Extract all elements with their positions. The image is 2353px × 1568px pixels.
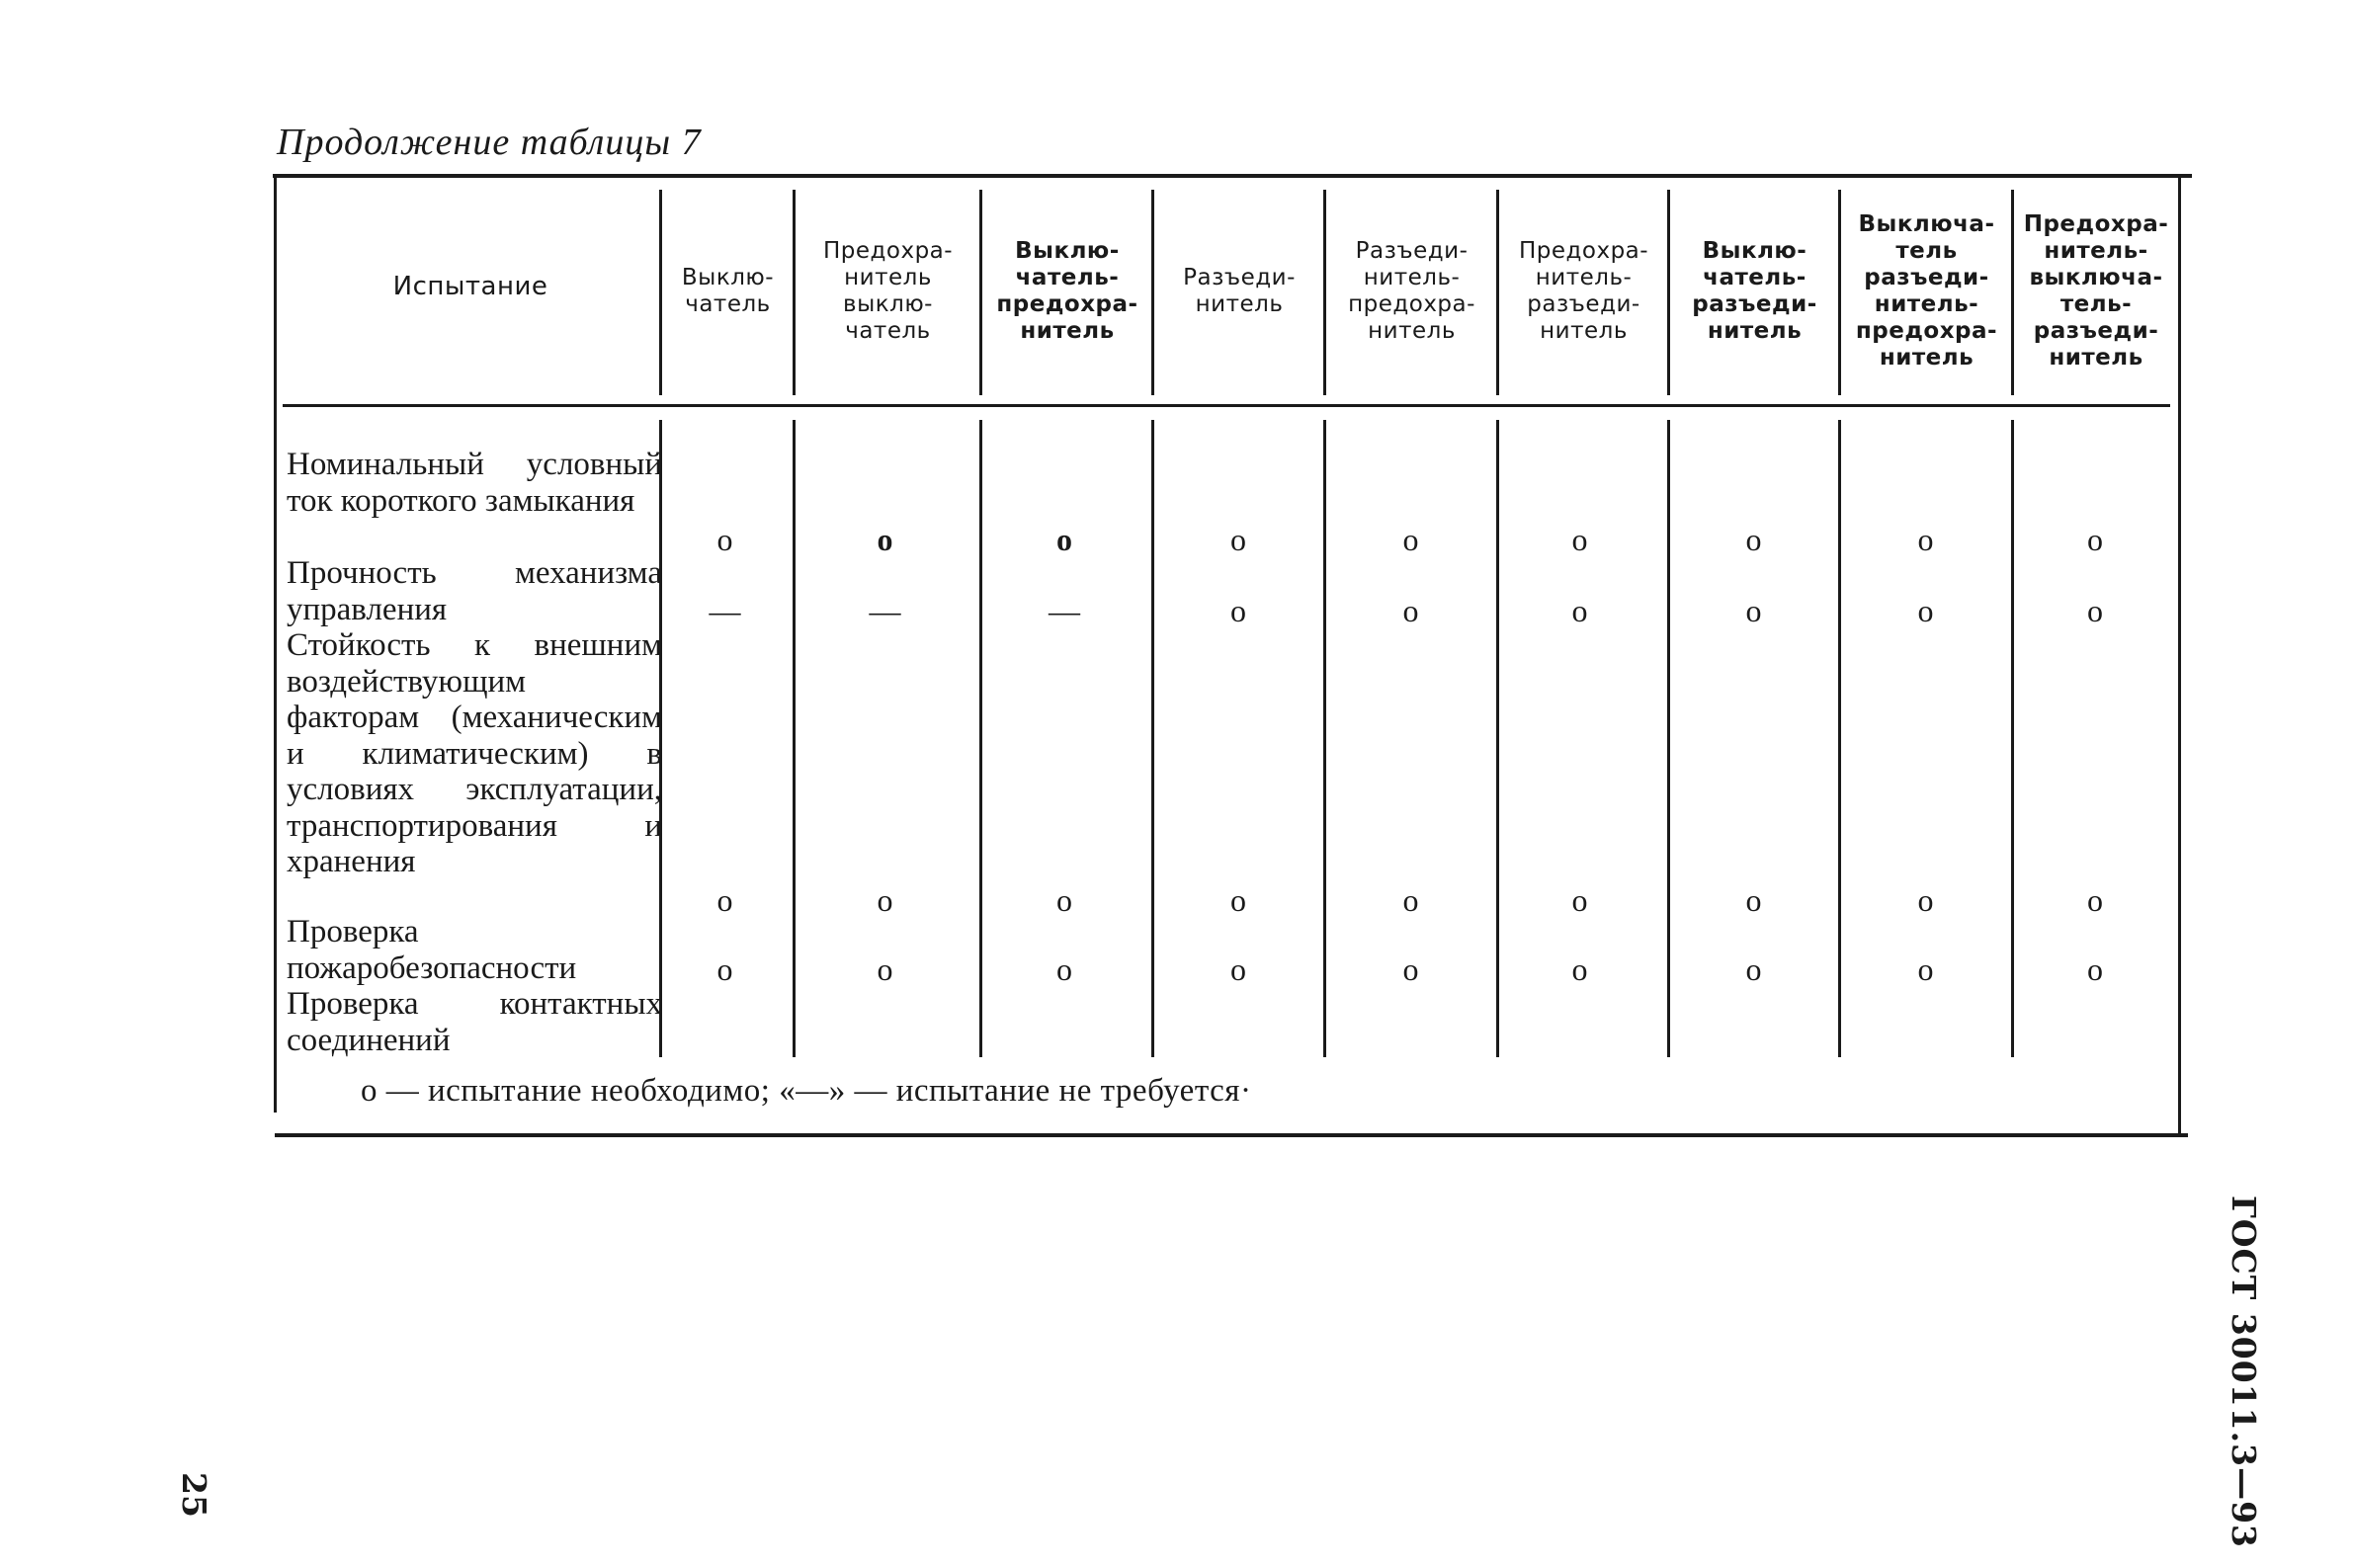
header-column-divider bbox=[1323, 190, 1326, 395]
table-cell: о bbox=[1230, 522, 1246, 557]
table-cell: о bbox=[716, 882, 733, 918]
header-column-8: Выключа- тель разъеди- нитель- предохра- нитель bbox=[1855, 211, 1998, 371]
table-cell: о bbox=[1917, 522, 1934, 557]
header-column-7: Выклю- чатель- разъеди- нитель bbox=[1692, 238, 1817, 344]
header-column-divider bbox=[1151, 190, 1154, 395]
table-cell: о bbox=[877, 882, 893, 918]
header-column-6: Предохра- нитель- разъеди- нитель bbox=[1518, 238, 1649, 344]
body-column-divider bbox=[1151, 420, 1154, 1057]
table-cell: о bbox=[1745, 951, 1762, 987]
header-column-5: Разъеди- нитель- предохра- нитель bbox=[1348, 238, 1475, 344]
table-cell: о bbox=[1917, 951, 1934, 987]
header-column-2: Предохра- нитель выклю- чатель bbox=[822, 238, 954, 344]
table-left-border bbox=[274, 174, 277, 1113]
row-label-mechanism-strength: Прочность механизма управления bbox=[287, 555, 662, 627]
page-number: 25 bbox=[175, 1472, 213, 1518]
table-legend-footnote: о — испытание необходимо; «—» — испытание не требуется· bbox=[361, 1073, 1252, 1109]
header-column-3: Выклю- чатель- предохра- нитель bbox=[996, 238, 1138, 344]
table-cell: — bbox=[1049, 593, 1080, 628]
table-bottom-border bbox=[275, 1133, 2188, 1137]
table-cell: о bbox=[877, 522, 893, 557]
row-label-external-factors: Стойкость к внешним воздействующим факторам (механическим и климатическим) в условиях эксплуатации, транспортирования и хранения bbox=[287, 627, 662, 879]
table-cell: — bbox=[709, 593, 741, 628]
table-top-border bbox=[273, 174, 2192, 178]
table-cell: о bbox=[1402, 522, 1419, 557]
table-cell: о bbox=[1402, 593, 1419, 628]
table-cell: о bbox=[1571, 522, 1588, 557]
header-column-divider bbox=[1667, 190, 1670, 395]
table-cell: о bbox=[1230, 593, 1246, 628]
header-column-divider bbox=[979, 190, 982, 395]
table-cell: — bbox=[869, 593, 901, 628]
document-designation: ГОСТ 30011.3—93 bbox=[2225, 1196, 2263, 1549]
table-cell: о bbox=[716, 522, 733, 557]
row-label-short-circuit: Номинальный условный ток короткого замыкания bbox=[287, 447, 662, 519]
table-cell: о bbox=[1745, 882, 1762, 918]
body-column-divider bbox=[2011, 420, 2014, 1057]
body-column-divider bbox=[1838, 420, 1841, 1057]
table-cell: о bbox=[716, 951, 733, 987]
table-cell: о bbox=[2087, 951, 2103, 987]
table-cell: о bbox=[2087, 522, 2103, 557]
body-column-divider bbox=[793, 420, 796, 1057]
body-column-divider bbox=[1667, 420, 1670, 1057]
row-label-contact-connections: Проверка контактных соединений bbox=[287, 986, 662, 1058]
table-cell: о bbox=[1745, 522, 1762, 557]
body-column-divider bbox=[979, 420, 982, 1057]
table-cell: о bbox=[1917, 593, 1934, 628]
header-column-divider bbox=[1838, 190, 1841, 395]
body-column-divider bbox=[1496, 420, 1499, 1057]
body-column-divider bbox=[1323, 420, 1326, 1057]
header-test-name: Испытание bbox=[392, 271, 548, 301]
header-column-9: Предохра- нитель- выключа- тель- разъеди- нитель bbox=[2023, 211, 2169, 371]
header-column-divider bbox=[2011, 190, 2014, 395]
table-cell: о bbox=[1230, 951, 1246, 987]
row-label-fire-safety: Проверка пожаробезопасности bbox=[287, 914, 577, 986]
table-cell: о bbox=[1402, 951, 1419, 987]
table-cell: о bbox=[1402, 882, 1419, 918]
table-cell: о bbox=[1571, 882, 1588, 918]
table-cell: о bbox=[1230, 882, 1246, 918]
table-cell: о bbox=[1745, 593, 1762, 628]
header-bottom-border bbox=[283, 404, 2170, 407]
table-cell: о bbox=[1056, 522, 1072, 557]
table-cell: о bbox=[1056, 951, 1072, 987]
table-cell: о bbox=[1917, 882, 1934, 918]
header-column-divider bbox=[793, 190, 796, 395]
table-right-border bbox=[2178, 174, 2181, 1133]
header-column-divider bbox=[1496, 190, 1499, 395]
table-caption: Продолжение таблицы 7 bbox=[277, 122, 702, 163]
header-column-1: Выклю- чатель bbox=[681, 265, 775, 317]
table-cell: о bbox=[1571, 593, 1588, 628]
header-column-divider bbox=[659, 190, 662, 395]
table-cell: о bbox=[1056, 882, 1072, 918]
table-cell: о bbox=[1571, 951, 1588, 987]
table-cell: о bbox=[2087, 593, 2103, 628]
table-cell: о bbox=[2087, 882, 2103, 918]
table-cell: о bbox=[877, 951, 893, 987]
header-column-4: Разъеди- нитель bbox=[1183, 265, 1296, 317]
